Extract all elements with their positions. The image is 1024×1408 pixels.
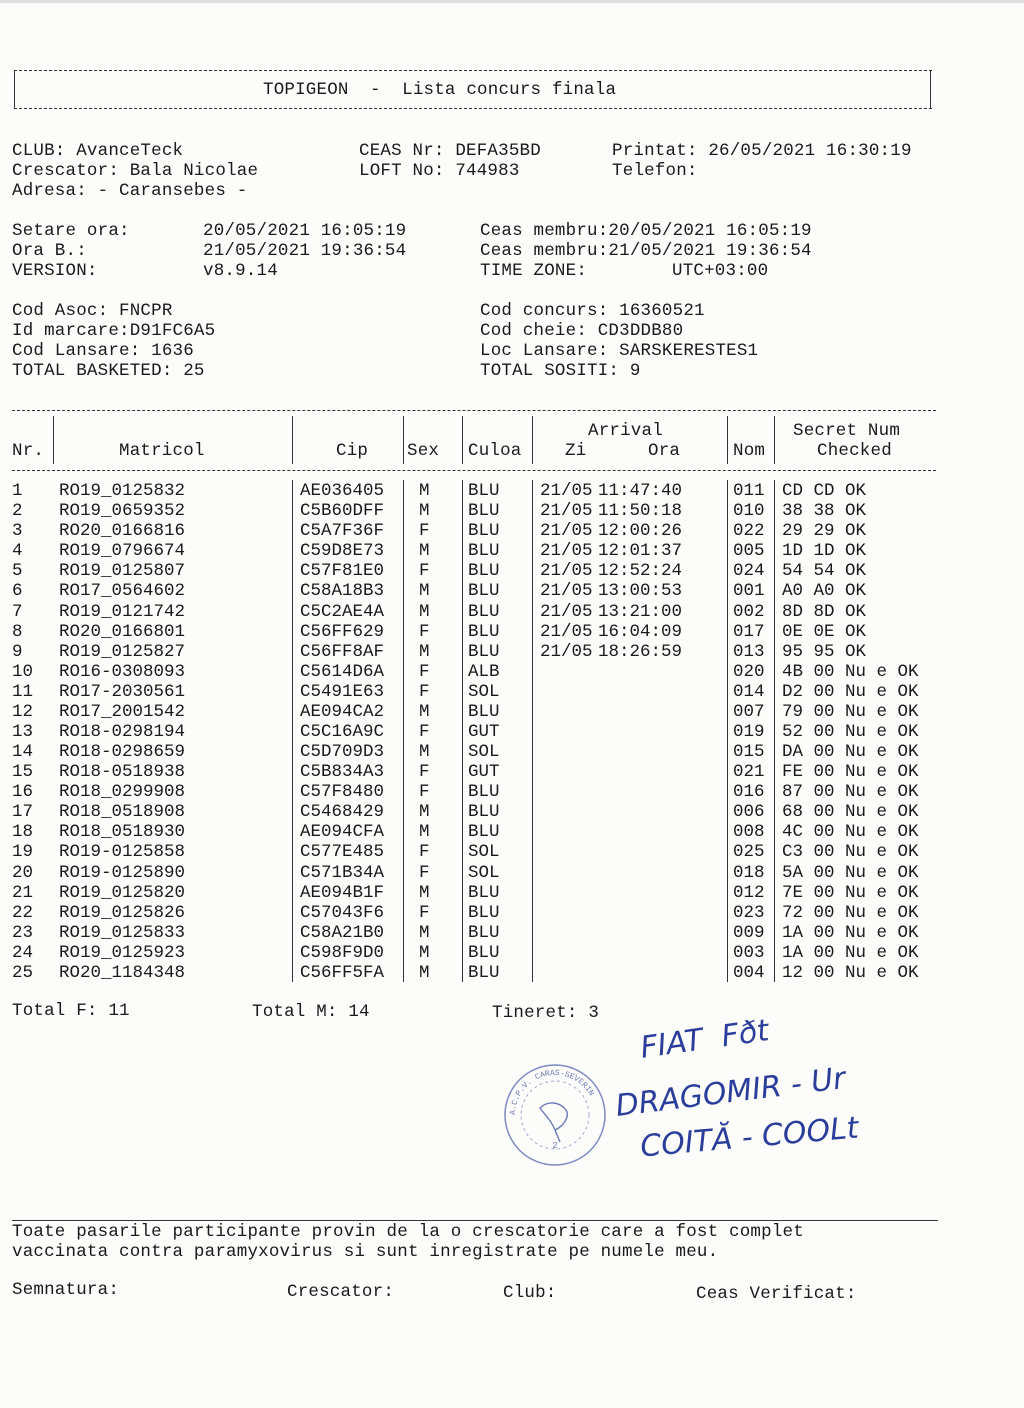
club-name: CLUB: AvanceTeck <box>12 141 184 161</box>
cell-sex: M <box>419 962 430 983</box>
cell-nr: 22 <box>12 902 34 923</box>
cell-sex: M <box>419 882 430 903</box>
cell-sex: M <box>419 701 430 722</box>
time-b-label: Ora B.: <box>12 241 87 261</box>
cell-nr: 14 <box>12 742 34 762</box>
cell-zi: 21/05 <box>540 561 593 582</box>
cell-culoa: BLU <box>468 882 500 903</box>
cell-nom: 013 <box>733 641 765 662</box>
cell-culoa: BLU <box>468 641 500 662</box>
cell-nom: 008 <box>733 822 765 843</box>
cell-cip: C56FF5FA <box>300 962 385 983</box>
cell-matricol: RO19-0125890 <box>59 862 186 883</box>
cell-ora: 12:01:37 <box>598 541 683 562</box>
cell-secret: 4B 00 Nu e OK <box>782 661 919 682</box>
cell-nr: 10 <box>12 661 34 682</box>
cell-secret: 38 38 OK <box>782 501 867 522</box>
cell-nr: 18 <box>12 822 34 843</box>
cell-sex: F <box>419 762 430 783</box>
cell-nom: 003 <box>733 942 765 963</box>
cell-nr: 16 <box>12 782 34 803</box>
cell-nr: 6 <box>12 581 23 602</box>
cell-zi: 21/05 <box>540 481 593 501</box>
address: Adresa: - Caransebes - <box>12 181 248 201</box>
cell-nom: 018 <box>733 862 765 883</box>
cell-cip: C5B60DFF <box>300 501 385 522</box>
cell-secret: 79 00 Nu e OK <box>782 701 919 722</box>
cell-secret: 29 29 OK <box>782 521 867 542</box>
cell-nr: 8 <box>12 621 23 642</box>
cell-nom: 024 <box>733 561 765 582</box>
cell-culoa: SOL <box>468 681 500 702</box>
cell-ora: 13:00:53 <box>598 581 683 602</box>
cell-culoa: BLU <box>468 701 500 722</box>
cell-matricol: RO19_0796674 <box>59 541 186 562</box>
cell-cip: C57F81E0 <box>300 561 385 582</box>
cell-sex: M <box>419 581 430 602</box>
club-stamp <box>500 1060 610 1170</box>
title-box-left-edge <box>14 70 15 108</box>
cell-cip: C58A21B0 <box>300 922 385 943</box>
cell-nom: 012 <box>733 882 765 903</box>
cell-cip: C571B34A <box>300 862 385 883</box>
cell-cip: AE036405 <box>300 481 385 501</box>
cell-sex: F <box>419 521 430 542</box>
cell-secret: 4C 00 Nu e OK <box>782 822 919 843</box>
cell-culoa: BLU <box>468 521 500 542</box>
cell-nom: 019 <box>733 722 765 742</box>
signature-label: Semnatura: <box>12 1280 120 1300</box>
cell-cip: C56FF8AF <box>300 641 385 662</box>
body-sep-6 <box>774 480 775 982</box>
cell-culoa: BLU <box>468 561 500 582</box>
cell-culoa: BLU <box>468 621 500 642</box>
cell-ora: 11:47:40 <box>598 481 683 501</box>
cell-secret: D2 00 Nu e OK <box>782 681 919 702</box>
cell-secret: 0E 0E OK <box>782 621 867 642</box>
cell-culoa: BLU <box>468 782 500 803</box>
cell-nr: 12 <box>12 701 34 722</box>
cell-nr: 17 <box>12 802 34 823</box>
col-sep-1 <box>53 416 54 464</box>
time-zone-value: UTC+03:00 <box>672 261 769 281</box>
cell-nom: 023 <box>733 902 765 923</box>
cell-secret: DA 00 Nu e OK <box>782 742 919 762</box>
cell-matricol: RO18_0299908 <box>59 782 186 803</box>
declaration-line-1: Toate pasarile participante provin de la o crescatorie care a fost complet <box>12 1222 804 1242</box>
cell-matricol: RO18_0518908 <box>59 802 186 823</box>
cell-culoa: GUT <box>468 722 500 742</box>
cell-sex: F <box>419 782 430 803</box>
youth-total: Tineret: 3 <box>492 1003 600 1023</box>
body-sep-5 <box>727 480 728 982</box>
cell-secret: 54 54 OK <box>782 561 867 582</box>
version-value: v8.9.14 <box>203 261 278 281</box>
cell-secret: FE 00 Nu e OK <box>782 762 919 783</box>
release-location: Loc Lansare: SARSKERESTES1 <box>480 341 759 361</box>
col-sep-2 <box>292 416 293 464</box>
cell-culoa: BLU <box>468 822 500 843</box>
cell-matricol: RO19-0125858 <box>59 842 186 863</box>
cell-matricol: RO19_0125832 <box>59 481 186 501</box>
version-label: VERSION: <box>12 261 98 281</box>
cell-matricol: RO20_0166816 <box>59 521 186 542</box>
cell-matricol: RO19_0125833 <box>59 922 186 943</box>
cell-sex: F <box>419 902 430 923</box>
cell-nr: 24 <box>12 942 34 963</box>
cell-sex: M <box>419 601 430 622</box>
cell-cip: C5C16A9C <box>300 722 385 742</box>
header-nom: Nom <box>733 441 766 461</box>
declaration-line-2: vaccinata contra paramyxovirus si sunt inregistrate pe numele meu. <box>12 1242 719 1262</box>
cell-nr: 1 <box>12 481 23 501</box>
svg-text:A.C.P.V. CARAS-SEVERIN: A.C.P.V. CARAS-SEVERIN <box>508 1068 596 1116</box>
header-zi: Zi <box>565 441 587 461</box>
cell-cip: C5614D6A <box>300 661 385 682</box>
cell-zi: 21/05 <box>540 641 593 662</box>
cell-matricol: RO19_0125923 <box>59 942 186 963</box>
svg-text:2: 2 <box>552 1141 558 1151</box>
cell-sex: F <box>419 681 430 702</box>
cell-nr: 3 <box>12 521 23 542</box>
cell-zi: 21/05 <box>540 541 593 562</box>
handwritten-line-1: FIAT Fðt <box>638 1013 772 1066</box>
cell-secret: 12 00 Nu e OK <box>782 962 919 983</box>
col-sep-5 <box>532 416 533 464</box>
table-top-rule <box>12 410 936 411</box>
header-arrival: Arrival <box>588 421 663 441</box>
cell-matricol: RO18-0298659 <box>59 742 186 762</box>
cell-culoa: BLU <box>468 902 500 923</box>
time-b-value: 21/05/2021 19:36:54 <box>203 241 407 261</box>
cell-nom: 007 <box>733 701 765 722</box>
cell-nom: 016 <box>733 782 765 803</box>
breeder-signature-label: Crescator: <box>287 1282 395 1302</box>
cell-cip: C58A18B3 <box>300 581 385 602</box>
total-male: Total M: 14 <box>252 1002 370 1022</box>
key-code: Cod cheie: CD3DDB80 <box>480 321 684 341</box>
header-checked: Checked <box>817 441 892 461</box>
cell-matricol: RO19_0125807 <box>59 561 186 582</box>
cell-culoa: BLU <box>468 962 500 983</box>
cell-nom: 002 <box>733 601 765 622</box>
cell-culoa: BLU <box>468 581 500 602</box>
cell-secret: A0 A0 OK <box>782 581 867 602</box>
cell-culoa: BLU <box>468 942 500 963</box>
title-box-bottom-rule <box>14 108 932 109</box>
cell-nom: 022 <box>733 521 765 542</box>
cell-matricol: RO18_0518930 <box>59 822 186 843</box>
cell-matricol: RO19_0121742 <box>59 601 186 622</box>
cell-ora: 18:26:59 <box>598 641 683 662</box>
cell-culoa: ALB <box>468 661 500 682</box>
cell-nr: 7 <box>12 601 23 622</box>
cell-cip: C57043F6 <box>300 902 385 923</box>
header-secret-num: Secret Num <box>793 421 901 441</box>
cell-sex: F <box>419 661 430 682</box>
cell-nom: 006 <box>733 802 765 823</box>
cell-sex: M <box>419 481 430 501</box>
cell-sex: F <box>419 621 430 642</box>
cell-culoa: BLU <box>468 501 500 522</box>
member-clock-2: Ceas membru:21/05/2021 19:36:54 <box>480 241 812 261</box>
cell-culoa: SOL <box>468 742 500 762</box>
cell-cip: C57F8480 <box>300 782 385 803</box>
footer-rule <box>12 1220 938 1221</box>
cell-zi: 21/05 <box>540 521 593 542</box>
cell-secret: C3 00 Nu e OK <box>782 842 919 863</box>
cell-culoa: BLU <box>468 481 500 501</box>
title-box-right-edge <box>930 70 931 108</box>
cell-sex: M <box>419 822 430 843</box>
cell-nr: 15 <box>12 762 34 783</box>
cell-secret: 1A 00 Nu e OK <box>782 922 919 943</box>
header-ora: Ora <box>648 441 681 461</box>
cell-nom: 001 <box>733 581 765 602</box>
total-basketed: TOTAL BASKETED: 25 <box>12 361 205 381</box>
cell-ora: 12:00:26 <box>598 521 683 542</box>
cell-zi: 21/05 <box>540 581 593 602</box>
cell-secret: 5A 00 Nu e OK <box>782 862 919 883</box>
total-female: Total F: 11 <box>12 1001 130 1021</box>
cell-cip: C598F9D0 <box>300 942 385 963</box>
cell-zi: 21/05 <box>540 621 593 642</box>
total-arrived: TOTAL SOSITI: 9 <box>480 361 641 381</box>
cell-sex: F <box>419 561 430 582</box>
cell-nr: 4 <box>12 541 23 562</box>
header-matricol: Matricol <box>119 441 205 461</box>
time-zone-label: TIME ZONE: <box>480 261 588 281</box>
cell-sex: F <box>419 842 430 863</box>
cell-cip: C5D709D3 <box>300 742 385 762</box>
cell-culoa: SOL <box>468 862 500 883</box>
cell-nr: 19 <box>12 842 34 863</box>
cell-matricol: RO19_0125827 <box>59 641 186 662</box>
cell-cip: C5A7F36F <box>300 521 385 542</box>
cell-culoa: BLU <box>468 922 500 943</box>
cell-nom: 004 <box>733 962 765 983</box>
cell-nr: 2 <box>12 501 23 522</box>
cell-nom: 005 <box>733 541 765 562</box>
cell-secret: 7E 00 Nu e OK <box>782 882 919 903</box>
col-sep-7 <box>774 416 775 464</box>
cell-cip: C5468429 <box>300 802 385 823</box>
club-signature-label: Club: <box>503 1283 557 1303</box>
body-sep-1 <box>292 480 293 982</box>
cell-nr: 9 <box>12 641 23 662</box>
body-sep-3 <box>462 480 463 982</box>
cell-zi: 21/05 <box>540 501 593 522</box>
cell-matricol: RO18-0298194 <box>59 722 186 742</box>
col-sep-3 <box>403 416 404 464</box>
cell-zi: 21/05 <box>540 601 593 622</box>
cell-secret: CD CD OK <box>782 481 867 501</box>
cell-cip: AE094CFA <box>300 822 385 843</box>
cell-ora: 12:52:24 <box>598 561 683 582</box>
cell-cip: C577E485 <box>300 842 385 863</box>
cell-cip: C59D8E73 <box>300 541 385 562</box>
cell-secret: 87 00 Nu e OK <box>782 782 919 803</box>
cell-secret: 95 95 OK <box>782 641 867 662</box>
loft-number: LOFT No: 744983 <box>359 161 520 181</box>
cell-sex: M <box>419 802 430 823</box>
col-sep-6 <box>727 416 728 464</box>
cell-culoa: SOL <box>468 842 500 863</box>
cell-ora: 13:21:00 <box>598 601 683 622</box>
body-sep-4 <box>532 480 533 982</box>
cell-nom: 011 <box>733 481 765 501</box>
cell-sex: M <box>419 742 430 762</box>
cell-matricol: RO20_0166801 <box>59 621 186 642</box>
cell-secret: 68 00 Nu e OK <box>782 802 919 823</box>
cell-nom: 020 <box>733 661 765 682</box>
page-title: TOPIGEON - Lista concurs finala <box>263 80 617 100</box>
cell-cip: C5B834A3 <box>300 762 385 783</box>
printed-date: Printat: 26/05/2021 16:30:19 <box>612 141 912 161</box>
cell-secret: 52 00 Nu e OK <box>782 722 919 742</box>
cell-matricol: RO17_0564602 <box>59 581 186 602</box>
cell-matricol: RO17_2001542 <box>59 701 186 722</box>
handwritten-line-2: DRAGOMIR - Ur <box>613 1061 848 1124</box>
cell-secret: 72 00 Nu e OK <box>782 902 919 923</box>
cell-secret: 1D 1D OK <box>782 541 867 562</box>
header-sex: Sex <box>407 441 440 461</box>
cell-cip: C5491E63 <box>300 681 385 702</box>
cell-cip: AE094CA2 <box>300 701 385 722</box>
cell-nr: 13 <box>12 722 34 742</box>
cell-cip: AE094B1F <box>300 882 385 903</box>
cell-sex: F <box>419 862 430 883</box>
header-nr: Nr. <box>12 441 45 461</box>
race-code: Cod concurs: 16360521 <box>480 301 705 321</box>
cell-nom: 021 <box>733 762 765 783</box>
header-cip: Cip <box>336 441 369 461</box>
cell-nom: 025 <box>733 842 765 863</box>
cell-matricol: RO18-0518938 <box>59 762 186 783</box>
telephone: Telefon: <box>612 161 698 181</box>
association-code: Cod Asoc: FNCPR <box>12 301 173 321</box>
cell-secret: 8D 8D OK <box>782 601 867 622</box>
cell-ora: 16:04:09 <box>598 621 683 642</box>
handwritten-line-3: COITĂ - COOLt <box>638 1110 860 1165</box>
cell-culoa: BLU <box>468 541 500 562</box>
table-header-rule <box>12 470 936 471</box>
clock-number: CEAS Nr: DEFA35BD <box>359 141 541 161</box>
header-culoa: Culoa <box>468 441 522 461</box>
cell-nom: 017 <box>733 621 765 642</box>
cell-matricol: RO20_1184348 <box>59 962 186 983</box>
page-top-edge <box>0 0 1024 3</box>
cell-matricol: RO17-2030561 <box>59 681 186 702</box>
cell-nom: 014 <box>733 681 765 702</box>
clock-verified-label: Ceas Verificat: <box>696 1284 857 1304</box>
cell-nr: 23 <box>12 922 34 943</box>
member-clock-1: Ceas membru:20/05/2021 16:05:19 <box>480 221 812 241</box>
cell-ora: 11:50:18 <box>598 501 683 522</box>
cell-nom: 010 <box>733 501 765 522</box>
set-time-value: 20/05/2021 16:05:19 <box>203 221 407 241</box>
cell-matricol: RO19_0125820 <box>59 882 186 903</box>
cell-nom: 009 <box>733 922 765 943</box>
cell-sex: F <box>419 722 430 742</box>
cell-nr: 25 <box>12 962 34 983</box>
cell-matricol: RO19_0125826 <box>59 902 186 923</box>
cell-sex: M <box>419 541 430 562</box>
release-code: Cod Lansare: 1636 <box>12 341 194 361</box>
cell-sex: M <box>419 922 430 943</box>
cell-nr: 20 <box>12 862 34 883</box>
breeder-name: Crescator: Bala Nicolae <box>12 161 259 181</box>
cell-nr: 11 <box>12 681 34 702</box>
cell-nr: 21 <box>12 882 34 903</box>
cell-matricol: RO16-0308093 <box>59 661 186 682</box>
body-sep-2 <box>403 480 404 982</box>
cell-culoa: BLU <box>468 802 500 823</box>
set-time-label: Setare ora: <box>12 221 130 241</box>
cell-secret: 1A 00 Nu e OK <box>782 942 919 963</box>
marking-id: Id marcare:D91FC6A5 <box>12 321 216 341</box>
cell-nr: 5 <box>12 561 23 582</box>
cell-cip: C56FF629 <box>300 621 385 642</box>
title-box-top-rule <box>14 70 932 71</box>
cell-cip: C5C2AE4A <box>300 601 385 622</box>
stamp-seal-icon <box>500 1060 610 1170</box>
cell-sex: M <box>419 942 430 963</box>
cell-sex: M <box>419 501 430 522</box>
cell-culoa: GUT <box>468 762 500 783</box>
cell-matricol: RO19_0659352 <box>59 501 186 522</box>
cell-nom: 015 <box>733 742 765 762</box>
cell-culoa: BLU <box>468 601 500 622</box>
col-sep-4 <box>462 416 463 464</box>
cell-sex: M <box>419 641 430 662</box>
